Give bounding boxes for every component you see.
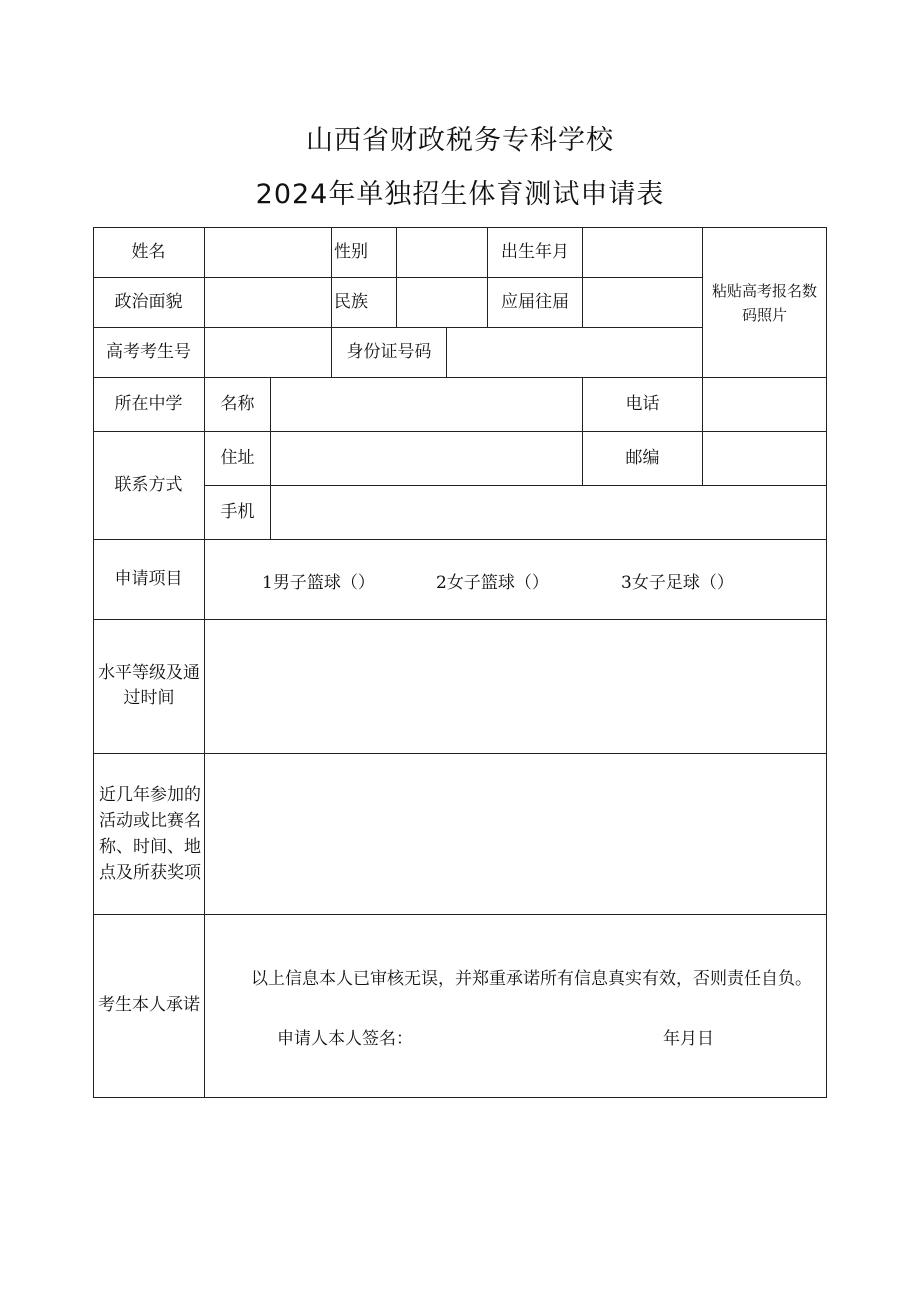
birth-label: 出生年月 (501, 241, 569, 262)
ethnicity-label: 民族 (334, 291, 368, 312)
option-womens-football[interactable]: 3女子足球（） (621, 573, 734, 593)
postcode-label: 邮编 (625, 447, 660, 468)
gender-label: 性别 (334, 241, 368, 262)
signature-label: 申请人本人签名： (277, 1029, 413, 1049)
phone-label: 电话 (625, 393, 660, 414)
exam-number-label: 高考考生号 (106, 341, 191, 362)
form-title: 2024年单独招生体育测试申请表 (255, 179, 665, 210)
postcode-field[interactable] (703, 432, 826, 485)
address-field[interactable] (271, 432, 582, 485)
politics-label: 政治面貌 (114, 291, 183, 312)
school-label: 所在中学 (114, 393, 183, 414)
level-label: 水平等级及通过时间 (98, 663, 200, 708)
option-mens-basketball[interactable]: 1男子篮球（） (262, 573, 375, 593)
school-title: 山西省财政税务专科学校 (306, 125, 614, 156)
promise-label: 考生本人承诺 (98, 995, 200, 1015)
contact-label: 联系方式 (114, 474, 183, 495)
photo-placeholder[interactable]: 粘贴高考报名数码照片 (711, 281, 817, 324)
name-label: 姓名 (131, 241, 166, 262)
level-field[interactable] (205, 620, 826, 753)
birth-field[interactable] (583, 228, 702, 277)
project-options (205, 540, 826, 620)
school-name-label: 名称 (220, 393, 255, 414)
gender-field[interactable] (397, 228, 487, 277)
phone-field[interactable] (703, 378, 826, 431)
name-field[interactable] (205, 228, 331, 277)
activities-field[interactable] (205, 754, 826, 914)
address-label: 住址 (220, 447, 255, 468)
activities-label: 近几年参加的活动或比赛名称、时间、地点及所获奖项 (99, 784, 201, 883)
ethnicity-field[interactable] (397, 278, 487, 327)
politics-field[interactable] (205, 278, 331, 327)
id-number-field[interactable] (447, 328, 702, 377)
graduate-field[interactable] (583, 278, 702, 327)
mobile-field[interactable] (271, 486, 826, 539)
id-number-label: 身份证号码 (346, 341, 432, 362)
date-label: 年月日 (663, 1029, 714, 1049)
school-name-field[interactable] (271, 378, 582, 431)
graduate-label: 应届往届 (501, 291, 569, 312)
project-label: 申请项目 (114, 568, 183, 589)
exam-number-field[interactable] (205, 328, 331, 377)
mobile-label: 手机 (220, 501, 255, 522)
option-womens-basketball[interactable]: 2女子篮球（） (436, 573, 549, 593)
promise-text: 以上信息本人已审核无误，并郑重承诺所有信息真实有效，否则责任自负。 (251, 969, 812, 989)
